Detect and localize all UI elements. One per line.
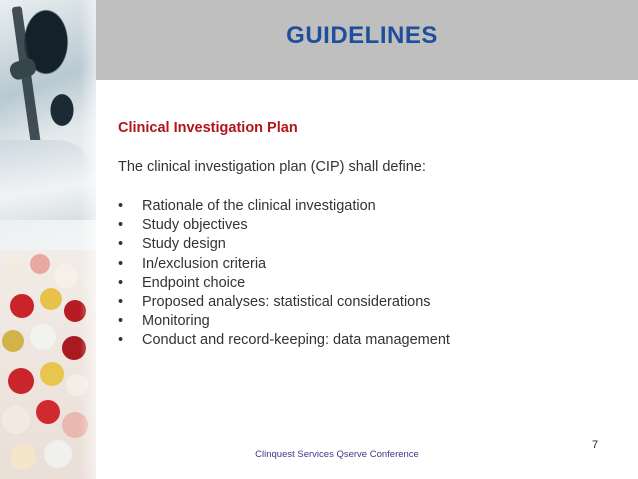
list-item: • Rationale of the clinical investigation — [118, 198, 376, 214]
intro-text: The clinical investigation plan (CIP) shall define: — [118, 159, 426, 175]
slide-content — [118, 120, 618, 351]
list-item: • In/exclusion criteria — [118, 255, 267, 272]
page-number: 7 — [592, 439, 599, 451]
bullet-list — [118, 197, 618, 351]
slide-footer: Clinquest Services Qserve Conference — [255, 449, 419, 460]
list-item: • Study design — [118, 236, 226, 253]
section-heading: Clinical Investigation Plan — [118, 120, 298, 136]
list-item: • Study objectives — [118, 217, 248, 234]
list-item: • Conduct and record-keeping: data management — [118, 332, 450, 349]
decorative-photo-strip — [0, 0, 96, 479]
slide-title: GUIDELINES — [286, 22, 438, 49]
list-item: • Endpoint choice — [118, 274, 246, 291]
list-item: • Monitoring — [118, 313, 210, 330]
list-item: • Proposed analyses: statistical considerations — [118, 294, 431, 311]
